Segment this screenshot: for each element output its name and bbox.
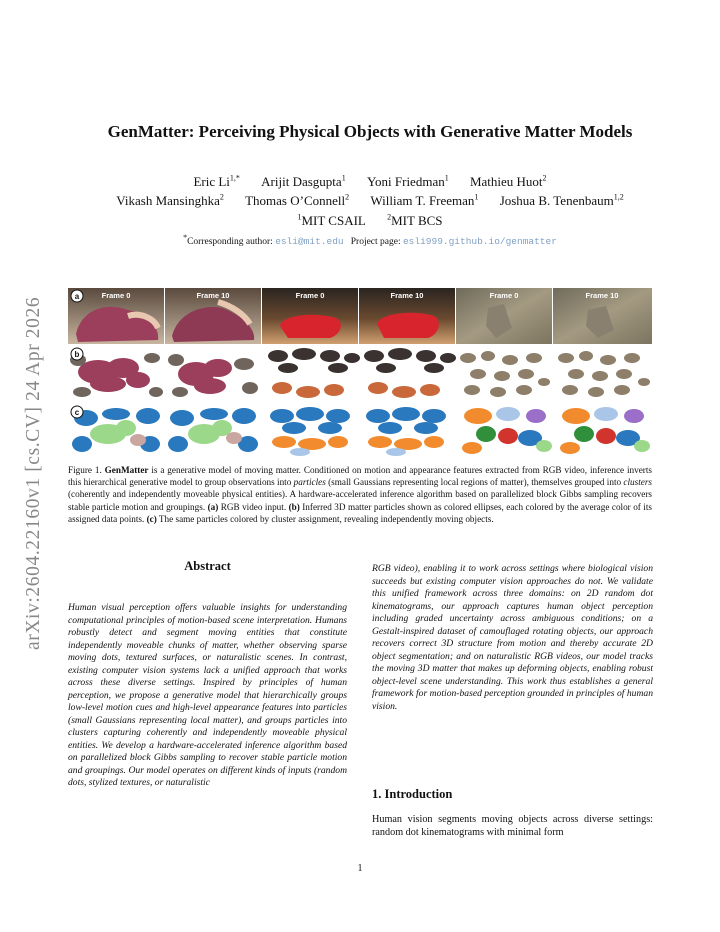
authors-line-1 <box>60 172 680 192</box>
authors-line-2 <box>60 191 680 211</box>
author: Yoni Friedman$^1$ <box>366 173 449 189</box>
author: Joshua B. Tenenbaum$^{1,2}$ <box>499 192 624 208</box>
correspondence-line: *Corresponding author: esli@mit.edu Project page: esli999.github.io/genmatter <box>183 232 557 247</box>
abstract-heading: Abstract <box>184 559 231 573</box>
intro-text: Human vision segments moving objects across diverse settings: random dot kinematograms with minimal form <box>372 814 653 838</box>
affiliations <box>60 211 680 231</box>
paper-title: GenMatter: Perceiving Physical Objects with Generative Matter Models <box>107 122 633 141</box>
panel-label-b: b <box>74 349 80 359</box>
frame-label: Frame 0 <box>101 291 131 300</box>
frame-label: Frame 10 <box>196 291 230 300</box>
frame-label: Frame 10 <box>585 291 619 300</box>
author: Eric $Li^{1,*}$ <box>193 173 240 189</box>
author: Mathieu Huot$^2$ <box>469 173 547 189</box>
panel-label-c: c <box>74 407 80 417</box>
project-page-link[interactable]: esli999.github.io/genmatter <box>402 236 557 247</box>
figure-caption: Figure 1. GenMatter is a generative model of moving matter. Conditioned on motion and appearance features extracted from RGB video, inference inverts this hierarchical generative model to group observations into particles (small Gaussians representing local regions of matter), themselves grouped into clusters (coherently and independently moveable physical entities). A hardware-accelerated inference algorithm based on parallelized block Gibbs sampling recovers stable particle motion and groupings. (a) RGB video input. (b) Inferred 3D matter particles shown as colored ellipses, each colored by the average color of its assigned data points. (c) The same particles colored by cluster assignment, revealing independently moving objects. <box>68 465 652 524</box>
frame-label: Frame 0 <box>489 291 519 300</box>
author: William T. Freeman$^1$ <box>370 192 479 208</box>
abstract-text-right: RGB video), enabling it to work across settings where biological vision succeeds but existing computer vision approaches do not. We validate this unified framework across three domains: on 2D random dot kinematograms, our approach captures human object perception including graded uncertainty across ambiguous conditions; on a Gestalt-inspired dataset of camouflaged rotating objects, our approach recovers correct 3D structure from motion and thereby accurate 2D object segmentation; and on naturalistic RGB videos, our model tracks the moving 3D matter that makes up deforming objects, enabling robust object-level scene understanding. This work thus establishes a general framework for motion-based perception grounded in principles of human vision. <box>372 563 653 712</box>
intro-heading: 1. Introduction <box>372 787 453 801</box>
affiliation: $^2$MIT BCS <box>387 212 443 228</box>
author: Thomas O’Connell$^2$ <box>245 192 350 208</box>
affiliation: $^1$MIT CSAIL <box>297 212 366 228</box>
email-link[interactable]: esli@mit.edu <box>275 236 344 247</box>
row-c-clusters <box>68 404 652 458</box>
row-b-particles <box>68 346 652 402</box>
author: Vikash Mansinghka$^2$ <box>116 192 224 208</box>
frame-label: Frame 0 <box>295 291 325 300</box>
page-number: 1 <box>357 863 363 874</box>
author: Arijit Dasgupta$^1$ <box>261 173 346 189</box>
frame-label: Frame 10 <box>390 291 424 300</box>
row-a-rgb-frames <box>68 288 652 344</box>
abstract-text-left: Human visual perception offers valuable insights for understanding computational principles of motion-based scene interpretation. Humans robustly detect and segment moving entities that constitute independently moveable chunks of matter, whether observing sparse moving dots, textured surfaces, or naturalistic scenes. In contrast, existing computer vision systems lack a unified approach that works across these diverse settings. Inspired by principles of human perception, we propose a generative model that hierarchically groups low-level motion cues and high-level appearance features into particles (small Gaussians representing local matter), and groups particles into clusters capturing coherently and independently moveable physical entities. We develop a hardware-accelerated inference algorithm based on parallelized block Gibbs sampling to recover stable particle motion and groupings. Our model operates on different kinds of inputs (random dots, stylized textures, or naturalistic <box>68 602 347 788</box>
arxiv-side-label: arXiv:2604.22160v1 [cs.CV] 24 Apr 2026 <box>23 296 44 650</box>
figure-1 <box>68 288 652 458</box>
panel-label-a: a <box>74 291 80 301</box>
